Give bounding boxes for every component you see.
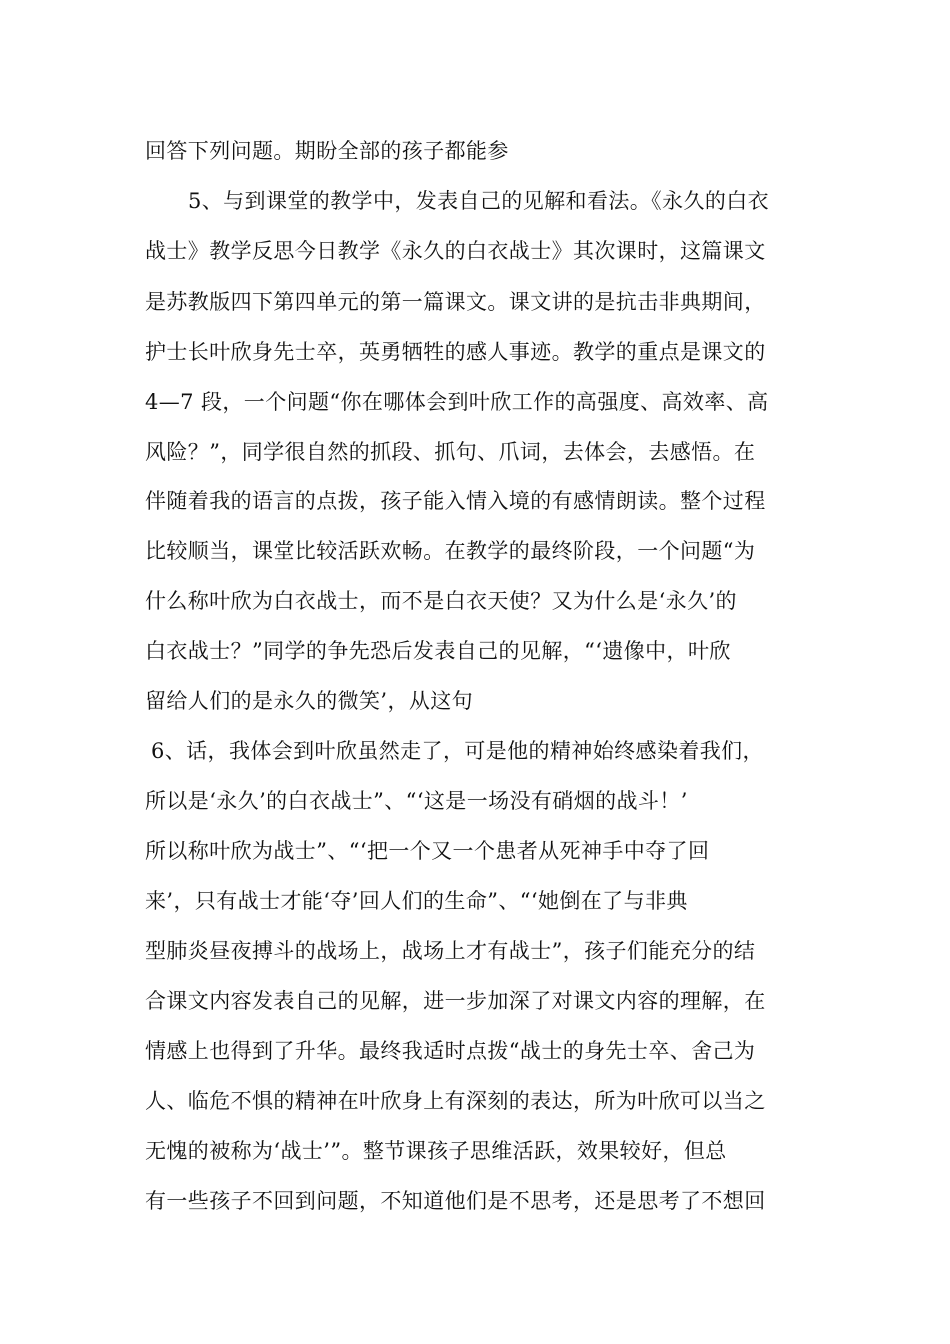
text-line-15: 所以称叶欣为战士”、“‘把一个又一个患者从死神手中夺了回 (145, 839, 710, 863)
text-line-5: 护士长叶欣身先士卒，英勇牺牲的感人事迹。教学的重点是课文的 (145, 340, 766, 364)
text-line-20: 人、临危不惧的精神在叶欣身上有深刻的表达，所为叶欣可以当之 (145, 1089, 766, 1113)
text-line-11: 白衣战士？”同学的争先恐后发表自己的见解，“‘遗像中，叶欣 (145, 639, 731, 663)
text-line-3: 战士》教学反思今日教学《永久的白衣战士》其次课时，这篇课文 (145, 239, 766, 263)
text-line-22: 有一些孩子不回到问题，不知道他们是不思考，还是思考了不想回 (145, 1189, 766, 1213)
text-line-4: 是苏教版四下第四单元的第一篇课文。课文讲的是抗击非典期间， (145, 290, 766, 314)
text-line-9: 比较顺当，课堂比较活跃欢畅。在教学的最终阶段，一个问题“为 (145, 539, 756, 563)
text-line-8: 伴随着我的语言的点拨，孩子能入情入境的有感情朗读。整个过程 (145, 489, 766, 513)
text-line-7: 风险？”，同学很自然的抓段、抓句、爪词，去体会，去感悟。在 (145, 440, 756, 464)
text-line-19: 情感上也得到了升华。最终我适时点拨“战士的身先士卒、舍己为 (145, 1039, 756, 1063)
text-line-18: 合课文内容发表自己的见解，进一步加深了对课文内容的理解，在 (145, 989, 766, 1013)
text-line-12: 留给人们的是永久的微笑’，从这句 (145, 689, 474, 713)
text-line-6: 4—7 段，一个问题“你在哪体会到叶欣工作的高强度、高效率、高 (145, 390, 769, 414)
text-line-2: 5、与到课堂的教学中，发表自己的见解和看法。《永久的白衣 (188, 189, 770, 213)
text-line-21: 无愧的被称为‘战士’”。整节课孩子思维活跃，效果较好，但总 (145, 1139, 727, 1163)
text-line-1: 回答下列问题。期盼全部的孩子都能参 (145, 139, 509, 163)
text-line-10: 什么称叶欣为白衣战士，而不是白衣天使？又为什么是‘永久’的 (145, 589, 737, 613)
text-line-13: 6、话，我体会到叶欣虽然走了，可是他的精神始终感染着我们， (151, 739, 764, 763)
text-line-16: 来’，只有战士才能‘夺’回人们的生命”、“‘她倒在了与非典 (145, 889, 688, 913)
text-line-17: 型肺炎昼夜搏斗的战场上，战场上才有战士”，孩子们能充分的结 (145, 939, 756, 963)
text-line-14: 所以是‘永久’的白衣战士”、“‘这是一场没有硝烟的战斗！’ (145, 789, 688, 813)
